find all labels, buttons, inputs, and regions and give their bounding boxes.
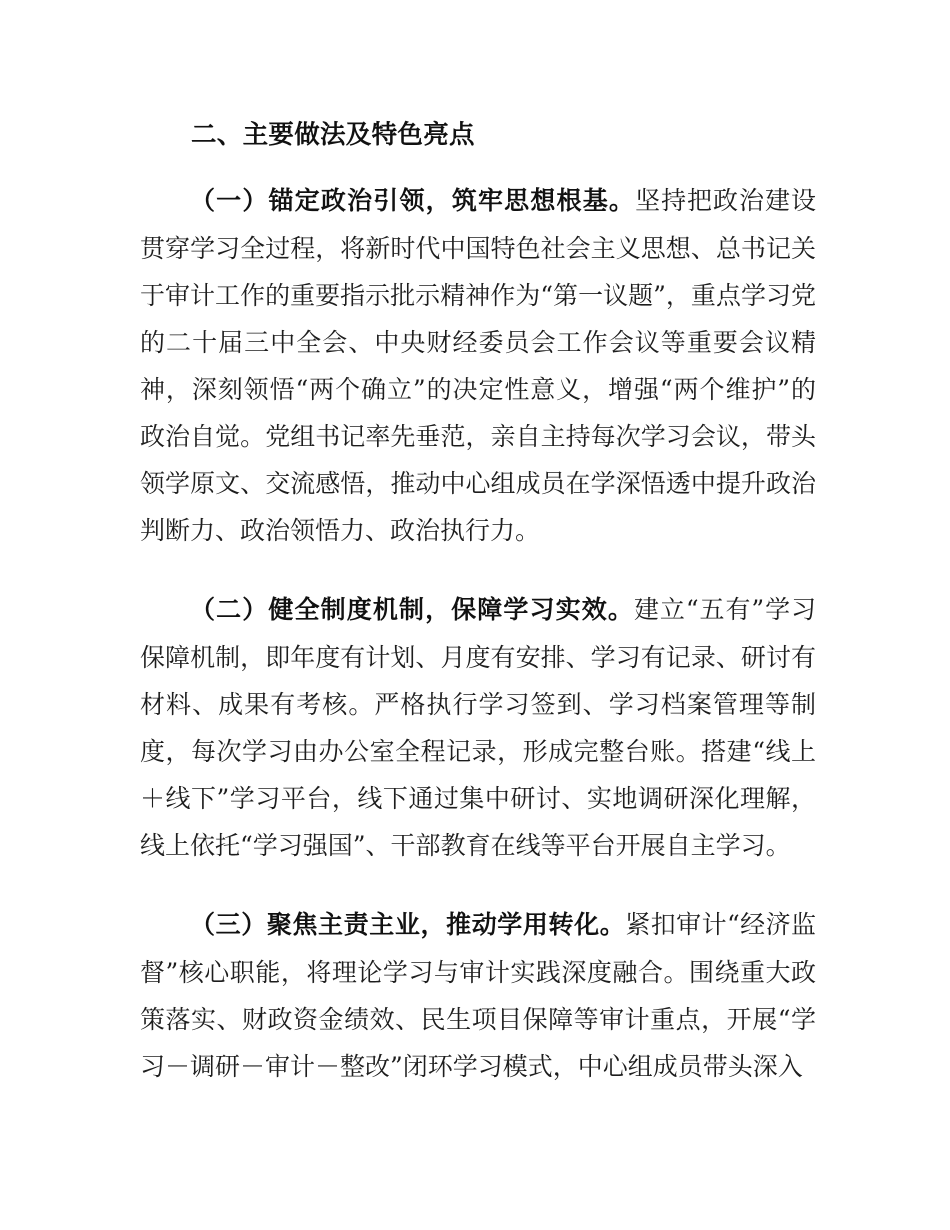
page-title: 二、主要做法及特色亮点 xyxy=(191,121,475,149)
paragraph-three-body: 紧扣审计“经济监督”核心职能，将理论学习与审计实践深度融合。围绕重大政策落实、财政资金绩效、民生项目保障等审计重点，开展“学习－调研－审计－整改”闭环学习模式，中心组成员带头深入 xyxy=(140,910,816,1081)
paragraph-one-body: 坚持把政治建设贯穿学习全过程，将新时代中国特色社会主义思想、总书记关于审计工作的重要指示批示精神作为“第一议题”，重点学习党的二十届三中全会、中央财经委员会工作会议等重要会议精神，深刻领悟“两个确立”的决定性意义，增强“两个维护”的政治自觉。党组书记率先垂范，亲自主持每次学习会议，带头领学原文、交流感悟，推动中心组成员在学深悟透中提升政治判断力、政治领悟力、政治执行力。 xyxy=(140,186,816,545)
paragraph-one xyxy=(140,177,816,554)
paragraph-three-label: （三）聚焦主责主业，推动学用转化。 xyxy=(190,911,626,939)
paragraph-two-label: （二）健全制度机制，保障学习实效。 xyxy=(190,596,635,624)
paragraph-three xyxy=(140,901,816,1090)
paragraph-two-body: 建立“五有”学习保障机制，即年度有计划、月度有安排、学习有记录、研讨有材料、成果有考核。严格执行学习签到、学习档案管理等制度，每次学习由办公室全程记录，形成完整台账。搭建“线上＋线下”学习平台，线下通过集中研讨、实地调研深化理解，线上依托“学习强国”、干部教育在线等平台开展自主学习。 xyxy=(140,595,817,860)
document-body xyxy=(140,112,816,1090)
paragraph-one-label: （一）锚定政治引领，筑牢思想根基。 xyxy=(190,187,636,215)
paragraph-two xyxy=(140,586,816,869)
